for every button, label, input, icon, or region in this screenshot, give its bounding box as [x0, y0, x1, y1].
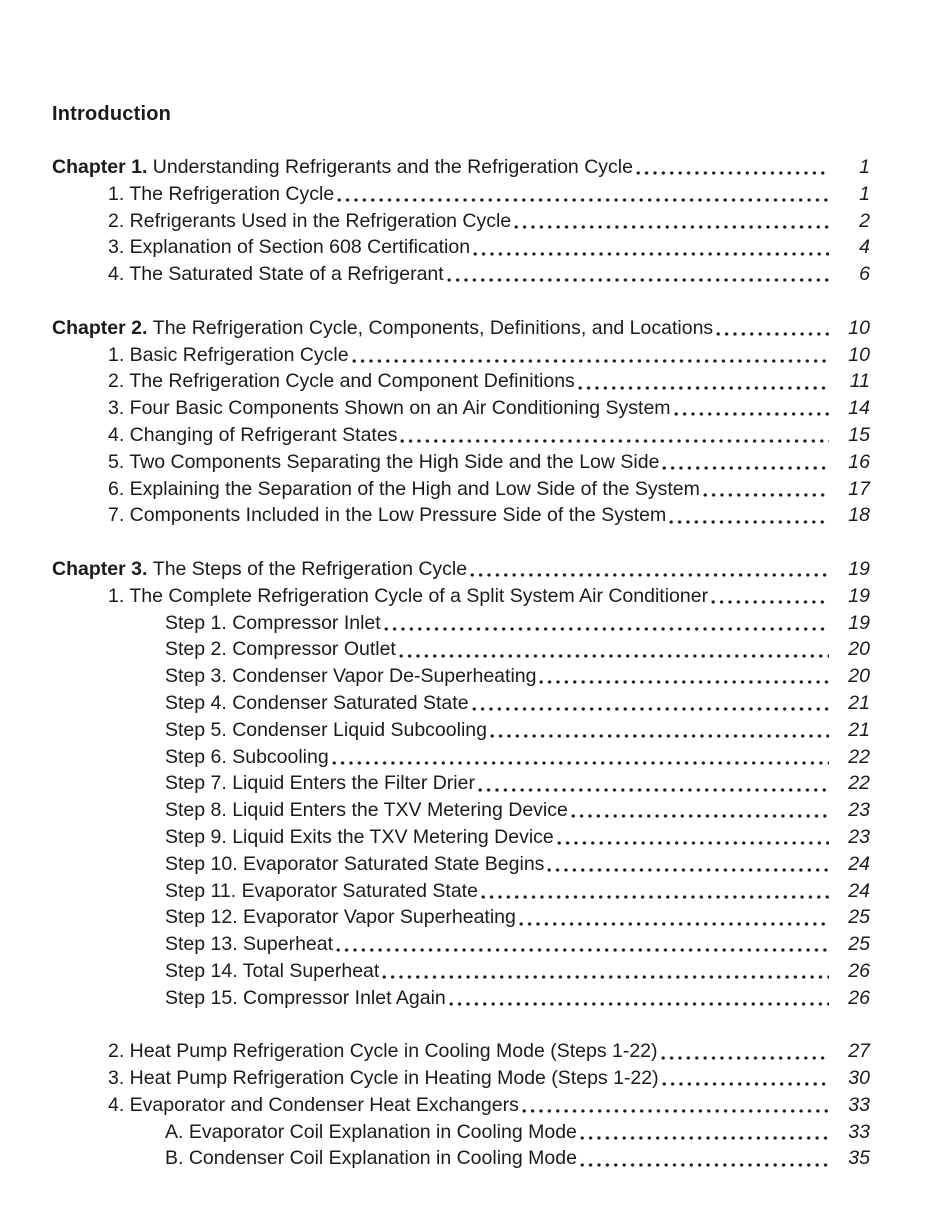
toc-row [52, 1145, 870, 1172]
dot-leader [714, 331, 829, 337]
dot-leader [488, 733, 829, 739]
toc-page-number: 23 [848, 799, 870, 822]
toc-entry-text: Step 13. Superheat [165, 933, 334, 956]
chapter-label: Chapter 3. [52, 557, 153, 580]
toc-entry-text: A. Evaporator Coil Explanation in Cooling Mode [165, 1120, 577, 1143]
toc-entry-text: Step 4. Condenser Saturated State [165, 691, 469, 714]
dot-leader [397, 653, 829, 659]
dot-leader [709, 599, 829, 605]
dot-leader [350, 358, 829, 364]
dot-leader [380, 974, 829, 980]
dot-leader [634, 170, 829, 176]
toc-page-number: 25 [848, 933, 870, 956]
toc-row [52, 449, 870, 476]
toc-page-number: 11 [849, 370, 870, 393]
toc-entry-text: 1. The Refrigeration Cycle [108, 182, 335, 205]
toc-row [52, 154, 870, 181]
toc-row [52, 181, 870, 208]
toc-entry-text: Chapter 1. Understanding Refrigerants and the Refrigeration Cycle [52, 156, 633, 178]
chapter-label: Chapter 1. [52, 156, 153, 178]
dot-leader [520, 1108, 829, 1114]
dot-leader [330, 760, 829, 766]
toc-entry-text: 4. Evaporator and Condenser Heat Exchangers [108, 1093, 519, 1116]
toc-entry-text: Step 14. Total Superheat [165, 959, 380, 982]
toc-page-number: 21 [848, 691, 870, 714]
toc-page-number: 24 [848, 852, 870, 875]
toc-entry-text: 1. The Complete Refrigeration Cycle of a Split System Air Conditioner [108, 584, 709, 607]
toc-row [52, 476, 870, 503]
toc-entry-text: Step 10. Evaporator Saturated State Begins [165, 852, 545, 875]
toc-row [52, 1038, 870, 1065]
toc-page-number: 24 [848, 879, 870, 902]
dot-leader [659, 1055, 829, 1061]
toc-entry-text: 2. Heat Pump Refrigeration Cycle in Cooling Mode (Steps 1-22) [108, 1040, 658, 1063]
toc-page-number: 30 [848, 1067, 870, 1090]
toc-page-number: 18 [848, 504, 870, 527]
toc-entry-text: 4. Changing of Refrigerant States [108, 423, 398, 446]
toc-entry-text: Step 8. Liquid Enters the TXV Metering Device [165, 799, 568, 822]
dot-leader [447, 1001, 829, 1007]
toc-page-number: 19 [848, 584, 870, 607]
toc-row [52, 797, 870, 824]
toc-page-number: 4 [859, 236, 870, 259]
toc-row [52, 583, 870, 610]
toc-entry-text: 3. Heat Pump Refrigeration Cycle in Heating Mode (Steps 1-22) [108, 1067, 659, 1090]
dot-leader [468, 572, 829, 578]
dot-leader [471, 251, 829, 257]
dot-leader [470, 706, 829, 712]
toc-entry-text: Step 2. Compressor Outlet [165, 638, 396, 661]
toc-page-number: 2 [859, 209, 870, 232]
toc-entry-text: 2. Refrigerants Used in the Refrigeration Cycle [108, 209, 512, 232]
toc-entry-text: Chapter 2. The Refrigeration Cycle, Components, Definitions, and Locations [52, 316, 714, 339]
toc-list [52, 154, 870, 1172]
toc-page-number: 21 [848, 718, 870, 741]
dot-leader [512, 224, 829, 230]
toc-entry-text: 6. Explaining the Separation of the High and Low Side of the System [108, 477, 700, 500]
toc-page-number: 17 [848, 477, 870, 500]
dot-leader [476, 787, 829, 793]
toc-entry-text: 5. Two Components Separating the High Side and the Low Side [108, 450, 660, 473]
toc-entry-text: Step 12. Evaporator Vapor Superheating [165, 906, 516, 929]
toc-entry-text: Step 3. Condenser Vapor De-Superheating [165, 665, 537, 688]
toc-page-number: 26 [848, 986, 870, 1009]
dot-leader [398, 438, 829, 444]
dot-leader [537, 679, 829, 685]
dot-leader [701, 492, 829, 498]
toc-page-number: 33 [848, 1093, 870, 1116]
toc-page-number: 16 [848, 450, 870, 473]
chapter-label: Chapter 2. [52, 316, 153, 339]
toc-entry-text: 3. Four Basic Components Shown on an Air Conditioning System [108, 397, 671, 420]
toc-row [52, 422, 870, 449]
page-title: Introduction [52, 103, 172, 125]
toc-page-number: 19 [848, 611, 870, 634]
toc-page-number: 26 [848, 959, 870, 982]
toc-page-number: 14 [848, 397, 870, 420]
dot-leader [667, 519, 829, 525]
toc-row [52, 234, 870, 261]
toc-row [52, 1065, 870, 1092]
toc-entry-text: Step 11. Evaporator Saturated State [165, 879, 478, 902]
toc-entry-text: 3. Explanation of Section 608 Certification [108, 236, 471, 259]
dot-leader [576, 385, 829, 391]
toc-entry-text: Step 7. Liquid Enters the Filter Drier [165, 772, 475, 795]
toc-page-number: 1 [859, 156, 870, 178]
toc-row [52, 904, 870, 931]
toc-page-number: 6 [859, 263, 870, 286]
dot-leader [479, 894, 829, 900]
dot-leader [569, 813, 829, 819]
toc-row [52, 208, 870, 235]
dot-leader [335, 197, 829, 203]
toc-row [52, 958, 870, 985]
toc-page-number: 23 [848, 825, 870, 848]
toc-entry-text: 1. Basic Refrigeration Cycle [108, 343, 349, 366]
dot-leader [660, 1081, 829, 1087]
dot-leader [672, 411, 829, 417]
toc-row [52, 315, 870, 342]
toc-page-number: 27 [848, 1040, 870, 1063]
toc-row [52, 395, 870, 422]
toc-row [52, 663, 870, 690]
dot-leader [578, 1162, 829, 1168]
toc-page-number: 20 [848, 665, 870, 688]
toc-entry-text: Step 15. Compressor Inlet Again [165, 986, 446, 1009]
toc-entry-text: Chapter 3. The Steps of the Refrigeration Cycle [52, 557, 468, 580]
toc-page-number: 1 [859, 182, 870, 205]
toc-row [52, 1119, 870, 1146]
toc-row [52, 878, 870, 905]
toc-entry-text: 4. The Saturated State of a Refrigerant [108, 263, 444, 286]
toc-row [52, 1092, 870, 1119]
toc-entry-text: 2. The Refrigeration Cycle and Component Definitions [108, 370, 575, 393]
toc-row [52, 824, 870, 851]
toc-row [52, 556, 870, 583]
toc-page-number: 15 [848, 423, 870, 446]
toc-entry-text: Step 6. Subcooling [165, 745, 329, 768]
toc-entry-text: Step 1. Compressor Inlet [165, 611, 381, 634]
toc-row [52, 744, 870, 771]
toc-entry-text: Step 5. Condenser Liquid Subcooling [165, 718, 487, 741]
toc-page-number: 22 [848, 745, 870, 768]
toc-row [52, 610, 870, 637]
toc-page-number: 33 [848, 1120, 870, 1143]
dot-leader [517, 921, 829, 927]
toc-page-number: 25 [848, 906, 870, 929]
toc-page-number: 22 [848, 772, 870, 795]
dot-leader [545, 867, 829, 873]
dot-leader [555, 840, 829, 846]
toc-entry-text: 7. Components Included in the Low Pressure Side of the System [108, 504, 667, 527]
dot-leader [334, 947, 829, 953]
toc-row [52, 502, 870, 529]
toc-row [52, 717, 870, 744]
toc-row [52, 636, 870, 663]
toc-page-number: 10 [848, 316, 870, 339]
toc-row [52, 985, 870, 1012]
toc-page-number: 19 [848, 557, 870, 580]
toc-row [52, 368, 870, 395]
dot-leader [445, 277, 829, 283]
toc-row [52, 690, 870, 717]
dot-leader [382, 626, 829, 632]
dot-leader [660, 465, 829, 471]
toc-row [52, 261, 870, 288]
dot-leader [578, 1135, 829, 1141]
toc-row [52, 931, 870, 958]
toc-row [52, 342, 870, 369]
toc-page-number: 10 [848, 343, 870, 366]
toc-row [52, 770, 870, 797]
toc-page-number: 20 [848, 638, 870, 661]
toc-entry-text: B. Condenser Coil Explanation in Cooling Mode [165, 1147, 577, 1170]
toc-row [52, 851, 870, 878]
toc-page-number: 35 [848, 1147, 870, 1170]
toc-entry-text: Step 9. Liquid Exits the TXV Metering Device [165, 825, 554, 848]
